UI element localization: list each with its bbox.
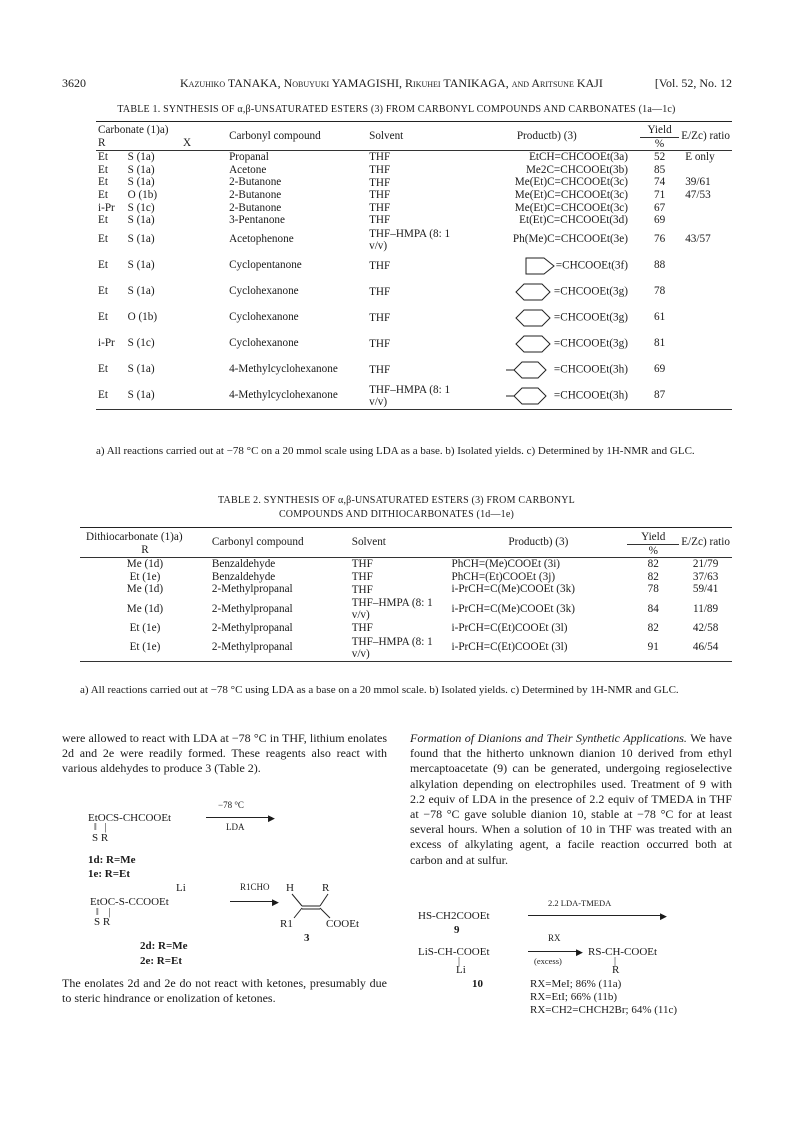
- table2-cell-product: i-PrCH=C(Me)COOEt (3k): [451, 583, 575, 596]
- table1-cell-r: i-Pr: [98, 337, 115, 350]
- table1-cell-ez: E only: [679, 151, 732, 164]
- table1-cell-x: S (1c): [127, 337, 155, 350]
- table1-grid: [96, 121, 732, 412]
- table2-cell-product: i-PrCH=C(Me)COOEt (3k): [451, 602, 575, 615]
- table1-cell-yield: 74: [653, 176, 666, 189]
- table2-cell-r: Me (1d): [126, 583, 164, 596]
- table2-header-yield-unit: %: [627, 544, 679, 558]
- table2-cell-product: i-PrCH=C(Et)COOEt (3l): [451, 621, 568, 634]
- table2-caption: [0, 494, 793, 522]
- table1-cell-yield: 88: [653, 259, 666, 272]
- table2-cell-solvent: THF–HMPA (8: 1 v/v): [351, 635, 433, 660]
- table2-cell-yield: 82: [647, 570, 659, 583]
- table1-cell-carbonyl: 3-Pentanone: [229, 214, 285, 227]
- table1-header-yield-unit: %: [640, 137, 679, 151]
- table2-caption-line1: TABLE 2. SYNTHESIS OF α,β-UNSATURATED ESTERS (3) FROM CARBONYL: [218, 495, 575, 506]
- scheme2-enolate: EtOC-S-CCOOEt: [90, 896, 169, 908]
- table1-row: [96, 176, 732, 189]
- table1-cell-x: S (1a): [127, 176, 155, 189]
- table1-cell-ez: [679, 357, 732, 383]
- table1-cell-ez: [679, 214, 732, 227]
- author-line: Kazuhiko TANAKA, Nobuyuki YAMAGISHI, Rikuhei TANIKAGA, and Aritsune KAJI: [180, 76, 603, 90]
- table2-footnote-text: a) All reactions carried out at −78 °C using LDA as a base on a 20 mmol scale. b) Isolated yields. c) Determined by 1H-NMR and GLC.: [80, 684, 679, 696]
- table1-cell-solvent: THF: [369, 311, 391, 324]
- table2-row: [80, 596, 732, 622]
- table1-header-carbonyl: Carbonyl compound: [229, 129, 321, 142]
- table1-cell-yield: 87: [653, 389, 666, 402]
- table2-header-solvent: Solvent: [351, 536, 386, 549]
- table1-cell-yield: 71: [653, 188, 666, 201]
- table2-cell-yield: 82: [647, 621, 659, 634]
- table1-cell-product: [454, 176, 640, 189]
- table1-cell-solvent: THF: [369, 214, 391, 227]
- scheme3-label-9: 9: [454, 924, 460, 936]
- table2-cell-yield: 78: [647, 583, 659, 596]
- cyclohexylidene-ring-icon: [514, 283, 554, 301]
- table1-header-carbonate: Carbonate (1)a): [98, 124, 169, 137]
- scheme3-arrow1: [528, 915, 664, 916]
- table1-footnote: [96, 444, 732, 458]
- scheme1-label-1e: 1e: R=Et: [88, 868, 131, 880]
- methylcyclohexylidene-ring-icon: [506, 387, 554, 405]
- table2-cell-yield: 91: [647, 641, 659, 654]
- table1-cell-r: i-Pr: [98, 201, 115, 214]
- scheme3-product: RS-CH-COOEt: [588, 946, 658, 958]
- table1-cell-product-text: Me(Et)C=CHCOOEt(3c): [514, 176, 628, 189]
- table1-cell-x: S (1c): [127, 201, 155, 214]
- left-paragraph-bottom: [62, 976, 387, 1006]
- scheme3: [418, 898, 732, 1016]
- table1-cell-carbonyl: 4-Methylcyclohexanone: [229, 389, 338, 402]
- scheme2-prod-r: R: [322, 882, 330, 894]
- scheme2-prod-h: H: [286, 882, 294, 894]
- table2-cell-ez: 59/41: [692, 583, 719, 596]
- table1-cell-yield: 67: [653, 201, 666, 214]
- table2-body: [80, 558, 732, 664]
- table1-header-solvent: Solvent: [369, 129, 404, 142]
- table1-cell-product: [454, 305, 640, 331]
- table2: [80, 527, 732, 664]
- table2-row: [80, 571, 732, 584]
- scheme2: [90, 882, 390, 972]
- table2-header-r: R: [141, 544, 149, 557]
- table1-row: [96, 151, 732, 164]
- scheme3-arrowhead2: ▶: [576, 947, 583, 957]
- table1-row: [96, 357, 732, 383]
- table1-cell-product-text: =CHCOOEt(3g): [553, 337, 628, 350]
- volume-info: [Vol. 52, No. 12: [654, 76, 732, 90]
- table1-cell-ez: 43/57: [685, 233, 711, 246]
- table1-cell-ez: [679, 331, 732, 357]
- table1-cell-yield: 81: [653, 337, 666, 350]
- table1-cell-x: S (1a): [127, 363, 155, 376]
- table1-header-r: R: [98, 137, 106, 150]
- table2-cell-ez: 37/63: [692, 570, 719, 583]
- cyclohexylidene-ring-icon: [514, 335, 554, 353]
- table1-cell-product-text: Et(Et)C=CHCOOEt(3d): [519, 214, 628, 227]
- table1-cell-product-text: =CHCOOEt(3g): [553, 311, 628, 324]
- left-paragraph-top: [62, 731, 387, 777]
- table1-cell-ez: [679, 279, 732, 305]
- table1-row: [96, 331, 732, 357]
- table1-cell-product: [454, 253, 640, 279]
- table2-cell-r: Me (1d): [126, 602, 164, 615]
- table1-cell-ez: [679, 383, 732, 410]
- scheme1-reactant: EtOCS-CHCOOEt: [88, 812, 172, 824]
- scheme3-dianion-li: Li: [456, 964, 466, 976]
- table1-cell-product-text: =CHCOOEt(3h): [553, 389, 628, 402]
- table1-cell-x: S (1a): [126, 151, 212, 164]
- table2-cell-ez: 42/58: [692, 621, 719, 634]
- left-paragraph-top-text: were allowed to react with LDA at −78 °C in THF, lithium enolates 2d and 2e were readily formed. These reagents also react with various aldehydes to produce 3 (Table 2).: [62, 731, 387, 776]
- table1-cell-product-text: =CHCOOEt(3g): [553, 285, 628, 298]
- right-paragraph: [410, 731, 732, 868]
- table2-cell-carbonyl: Benzaldehyde: [211, 570, 276, 583]
- scheme3-yield1: RX=MeI; 86% (11a): [530, 978, 622, 990]
- table1-cell-x: S (1a): [127, 214, 155, 227]
- table1-cell-carbonyl: 2-Butanone: [229, 201, 282, 214]
- table1-bottom-rule: [96, 409, 732, 412]
- scheme1-cond-bottom: LDA: [226, 822, 245, 832]
- table1-cell-x: S (1a): [127, 233, 155, 246]
- table2-cell-r: Et (1e): [129, 570, 161, 583]
- table1-caption-text: TABLE 1. SYNTHESIS OF α,β-UNSATURATED ESTERS (3) FROM CARBONYL COMPOUNDS AND CARBONATES (1a—1c): [117, 104, 676, 115]
- table1-cell-solvent: THF–HMPA (8: 1 v/v): [369, 383, 451, 408]
- scheme3-dianion: LiS-CH-COOEt: [418, 946, 490, 958]
- table2-cell-solvent: THF–HMPA (8: 1 v/v): [351, 596, 433, 621]
- table1-cell-r: Et: [98, 214, 108, 227]
- table2-header-ez: E/Zc) ratio: [681, 536, 730, 549]
- table1-cell-ez: [679, 202, 732, 215]
- table1-cell-r: Et: [98, 363, 108, 376]
- table1-cell-carbonyl: Cyclopentanone: [229, 259, 302, 272]
- table1-cell-solvent: THF: [369, 259, 391, 272]
- table1-header-x: X: [182, 137, 192, 150]
- scheme3-cond: 2.2 LDA-TMEDA: [548, 898, 612, 908]
- methylcyclohexylidene-ring-icon: [506, 361, 554, 379]
- table1-cell-product-text: Me(Et)C=CHCOOEt(3c): [514, 201, 628, 214]
- scheme3-excess: (excess): [534, 956, 562, 966]
- scheme2-reagent: R1CHO: [240, 882, 270, 892]
- table1-cell-solvent: THF: [369, 201, 391, 214]
- table1-cell-product: [454, 383, 640, 410]
- table2-cell-yield: 82: [627, 558, 679, 571]
- table1-body: [96, 151, 732, 412]
- scheme3-bond-li: |: [458, 956, 461, 967]
- table1-row: [96, 214, 732, 227]
- table2-cell-carbonyl: Benzaldehyde: [210, 558, 350, 571]
- scheme2-arrowhead: ▶: [272, 897, 279, 907]
- table1-cell-product-text: Me2C=CHCOOEt(3b): [525, 163, 628, 176]
- table1-cell-yield: 52: [640, 151, 679, 164]
- table1-cell-carbonyl: Acetone: [229, 163, 267, 176]
- scheme2-arrow: [230, 901, 276, 902]
- scheme3-yield3: RX=CH2=CHCH2Br; 64% (11c): [530, 1004, 678, 1016]
- table2-cell-ez: 21/79: [679, 558, 732, 571]
- table1-row: [96, 227, 732, 253]
- table2-bottom-rule: [80, 661, 732, 664]
- scheme1: [88, 800, 388, 892]
- table2-caption-line2: COMPOUNDS AND DITHIOCARBONATES (1d—1e): [278, 509, 515, 520]
- table1-cell-product-text: =CHCOOEt(3h): [553, 363, 628, 376]
- scheme2-prod-cooet: COOEt: [326, 918, 359, 930]
- table2-cell-carbonyl: 2-Methylpropanal: [211, 621, 293, 634]
- table1-cell-x: S (1a): [127, 259, 155, 272]
- table2-cell-solvent: THF: [351, 583, 373, 596]
- table1-cell-x: O (1b): [127, 311, 158, 324]
- table2-cell-ez: 46/54: [692, 641, 719, 654]
- table2-cell-product: i-PrCH=C(Et)COOEt (3l): [451, 641, 568, 654]
- table2-header-product: Productb) (3): [508, 536, 569, 549]
- table2-cell-carbonyl: 2-Methylpropanal: [211, 641, 293, 654]
- table1-row: [96, 164, 732, 177]
- table1-cell-r: Et: [98, 233, 108, 246]
- table2-cell-product: PhCH=(Me)COOEt (3i): [449, 558, 627, 571]
- table1-cell-solvent: THF: [369, 176, 391, 189]
- table1-caption: [0, 104, 793, 115]
- scheme1-bond-marks: ‖ |: [94, 822, 107, 833]
- table1-cell-solvent: THF: [369, 164, 391, 177]
- table1-cell-product-text: =CHCOOEt(3f): [555, 259, 628, 272]
- table1-cell-carbonyl: 2-Butanone: [229, 188, 282, 201]
- table1-cell-solvent: THF: [369, 285, 391, 298]
- left-paragraph-bottom-text: The enolates 2d and 2e do not react with ketones, presumably due to steric hindrance or enolization of ketones.: [62, 976, 387, 1006]
- table1-cell-yield: 61: [653, 311, 666, 324]
- table1-cell-product: [454, 331, 640, 357]
- right-section-heading: Formation of Dianions and Their Synthetic Applications.: [410, 731, 687, 745]
- table2-cell-r: Et (1e): [129, 621, 161, 634]
- table1-cell-ez: 47/53: [685, 188, 711, 201]
- table1-cell-x: O (1b): [127, 188, 158, 201]
- cyclohexylidene-ring-icon: [514, 309, 554, 327]
- table1-cell-solvent: THF–HMPA (8: 1 v/v): [369, 227, 451, 252]
- table2-grid: [80, 527, 732, 664]
- scheme3-arrowhead1: ▶: [660, 911, 667, 921]
- table2-cell-ez: 11/89: [693, 602, 719, 615]
- table1-cell-product: [454, 357, 640, 383]
- table2-cell-carbonyl: 2-Methylpropanal: [211, 602, 293, 615]
- table1-header-ez: E/Zc) ratio: [681, 129, 730, 142]
- table1-cell-r: Et: [96, 151, 126, 164]
- table2-cell-carbonyl: 2-Methylpropanal: [211, 583, 293, 596]
- table1-cell-ez: [679, 305, 732, 331]
- table2-cell-r: Et (1e): [129, 641, 161, 654]
- table1-cell-carbonyl: Cyclohexanone: [229, 285, 299, 298]
- table1-cell-r: Et: [98, 285, 108, 298]
- table1-cell-product: [454, 164, 640, 177]
- table1-cell-x: S (1a): [127, 285, 155, 298]
- table1-header-yield: Yield: [647, 124, 672, 136]
- table1-cell-x: S (1a): [127, 389, 155, 402]
- scheme2-label-2e: 2e: R=Et: [140, 955, 183, 967]
- table1-cell-product: [454, 279, 640, 305]
- table2-header-yield: Yield: [641, 531, 666, 543]
- table2-cell-solvent: THF: [351, 622, 373, 635]
- table1-cell-r: Et: [98, 311, 108, 324]
- table2-row: [80, 635, 732, 662]
- table2-cell-solvent: THF: [350, 558, 450, 571]
- table1-cell-ez: [679, 164, 732, 177]
- table1-cell-carbonyl: Acetophenone: [229, 233, 294, 246]
- table1-cell-yield: 76: [653, 233, 666, 246]
- scheme3-yield2: RX=EtI; 66% (11b): [530, 991, 618, 1003]
- right-paragraph-text: We have found that the hitherto unknown dianion 10 derived from ethyl mercaptoacetate (9) can be generated, undergoing regioselective alkylation depending on electrophiles used. Treatment of 9 with 2.2 equiv of LDA in the presence of 2.2 equiv of TMEDA in THF at −78 °C gave soluble dianion 10, stable at −78 °C for at least several hours. When a solution of 10 in THF was treated with an excess of alkylating agent, a facile reaction occurred both at carbon and at sulfur.: [410, 731, 732, 867]
- table1-cell-r: Et: [98, 163, 108, 176]
- cyclopentylidene-ring-icon: [524, 257, 556, 275]
- table1-cell-solvent: THF: [369, 189, 391, 202]
- table1-cell-product: [454, 189, 640, 202]
- table1-cell-yield: 85: [653, 163, 666, 176]
- scheme1-arrow: [206, 817, 272, 818]
- table1-row: [96, 305, 732, 331]
- scheme2-label-2d: 2d: R=Me: [140, 940, 188, 952]
- table2-cell-solvent: THF: [351, 571, 373, 584]
- table1-cell-carbonyl: Propanal: [211, 151, 367, 164]
- table1-cell-r: Et: [98, 188, 108, 201]
- table2-header-carbonyl: Carbonyl compound: [211, 536, 304, 549]
- scheme2-prod-r1: R1: [280, 918, 293, 930]
- scheme2-enolate-sub: S R: [94, 916, 111, 928]
- table1-cell-product-text: Ph(Me)C=CHCOOEt(3e): [512, 233, 628, 246]
- table1-cell-r: Et: [98, 389, 108, 402]
- table2-cell-yield: 84: [647, 602, 659, 615]
- table1-cell-ez: 39/61: [685, 176, 711, 189]
- table1-cell-ez: [679, 253, 732, 279]
- table1-cell-solvent: THF: [369, 337, 391, 350]
- table1-cell-yield: 78: [653, 285, 666, 298]
- table2-row: [80, 558, 732, 571]
- scheme3-reactant: HS-CH2COOEt: [418, 910, 490, 922]
- scheme3-arrow2: [528, 951, 580, 952]
- table1-cell-carbonyl: Cyclohexanone: [229, 337, 299, 350]
- table1-cell-product-text: EtCH=CHCOOEt(3a): [529, 151, 628, 164]
- scheme1-label-1d: 1d: R=Me: [88, 854, 136, 866]
- table2-header-dithio: Dithiocarbonate (1)a): [86, 531, 183, 544]
- table1-row: [96, 383, 732, 410]
- table2-cell-r: Me (1d): [80, 558, 210, 571]
- table1-cell-carbonyl: Cyclohexanone: [229, 311, 299, 324]
- scheme1-cond-top: −78 °C: [218, 800, 244, 810]
- table1-row: [96, 253, 732, 279]
- table1: [96, 121, 732, 412]
- scheme2-bond-marks: ‖ |: [96, 907, 111, 918]
- scheme2-prod-label: 3: [304, 932, 310, 944]
- table1-cell-carbonyl: 4-Methylcyclohexanone: [229, 363, 338, 376]
- table1-cell-product: [454, 214, 640, 227]
- table2-cell-product: PhCH=(Et)COOEt (3j): [451, 570, 556, 583]
- table1-cell-product: [454, 227, 640, 253]
- table1-cell-solvent: THF: [367, 151, 454, 164]
- table1-footnote-text: a) All reactions carried out at −78 °C on a 20 mmol scale using LDA as a base. b) Isolated yields. c) Determined by 1H-NMR and GLC.: [96, 445, 695, 457]
- table2-row: [80, 583, 732, 596]
- scheme1-reactant-sub: S R: [92, 832, 109, 844]
- table1-cell-carbonyl: 2-Butanone: [229, 176, 282, 189]
- page-number: 3620: [62, 76, 86, 90]
- table1-cell-yield: 69: [653, 363, 666, 376]
- table1-row: [96, 279, 732, 305]
- scheme3-label-10: 10: [472, 978, 483, 990]
- scheme2-li: Li: [176, 882, 186, 894]
- table1-cell-r: Et: [98, 259, 108, 272]
- table2-row: [80, 622, 732, 635]
- table1-cell-r: Et: [98, 176, 108, 189]
- scheme1-arrowhead: ▶: [268, 813, 275, 823]
- table1-header-product: Productb) (3): [516, 129, 577, 142]
- table2-footnote: [80, 683, 732, 697]
- table1-cell-product-text: Me(Et)C=CHCOOEt(3c): [514, 188, 628, 201]
- table1-row: [96, 202, 732, 215]
- scheme3-bond-r: |: [614, 956, 617, 967]
- table1-cell-yield: 69: [653, 214, 666, 227]
- table1-row: [96, 189, 732, 202]
- table1-cell-x: S (1a): [127, 163, 155, 176]
- scheme3-rx: RX: [548, 933, 561, 943]
- table1-cell-product: [454, 202, 640, 215]
- table1-cell-solvent: THF: [369, 363, 391, 376]
- scheme3-product-r: R: [612, 964, 620, 976]
- table1-cell-product: [454, 151, 640, 164]
